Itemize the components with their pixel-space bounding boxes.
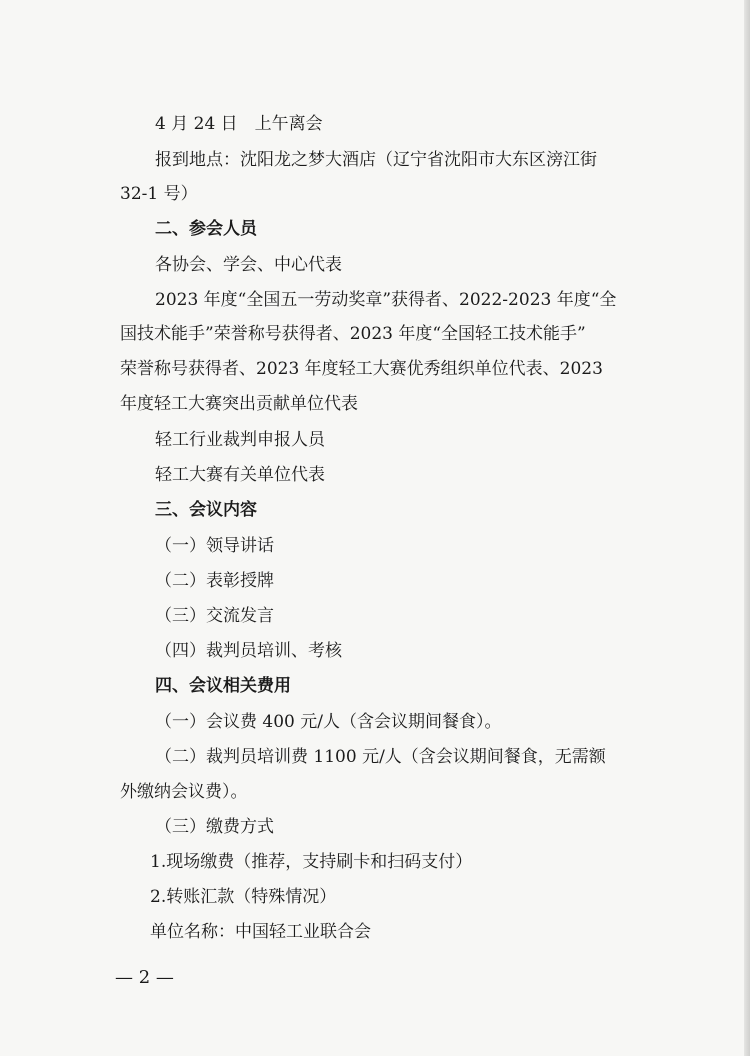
fee-payment-method: （三）缴费方式 [155,817,274,837]
venue-line-1: 报到地点：沈阳龙之梦大酒店（辽宁省沈阳市大东区滂江街 [155,150,597,170]
page-number: — 2 — [115,967,174,988]
payee-name: 单位名称：中国轻工业联合会 [150,922,371,942]
payment-option-onsite: 1.现场缴费（推荐，支持刷卡和扫码支付） [150,852,473,872]
participant-awardees-line-1: 2023 年度“全国五一劳动奖章”获得者、2022-2023 年度“全 [155,290,617,310]
scan-edge [744,0,750,1056]
section-heading-fees: 四、会议相关费用 [155,676,291,696]
participant-awardees-line-3: 荣誉称号获得者、2023 年度轻工大赛优秀组织单位代表、2023 [120,359,603,379]
payment-option-transfer: 2.转账汇款（特殊情况） [150,887,337,907]
content-item-1: （一）领导讲话 [155,536,274,556]
participant-item-referees: 轻工行业裁判申报人员 [155,430,325,450]
participant-awardees-line-2: 国技术能手”荣誉称号获得者、2023 年度“全国轻工技术能手” [120,324,586,344]
section-heading-content: 三、会议内容 [155,500,257,520]
section-heading-participants: 二、参会人员 [155,219,257,239]
content-item-4: （四）裁判员培训、考核 [155,641,342,661]
participant-item-units: 轻工大赛有关单位代表 [155,465,325,485]
content-item-3: （三）交流发言 [155,606,274,626]
venue-line-2: 32-1 号） [120,184,198,204]
fee-item-conference: （一）会议费 400 元/人（含会议期间餐食）。 [155,712,502,732]
content-item-2: （二）表彰授牌 [155,571,274,591]
participant-item-associations: 各协会、学会、中心代表 [155,255,342,275]
fee-item-referee-line-2: 外缴纳会议费）。 [120,782,248,802]
fee-item-referee-line-1: （二）裁判员培训费 1100 元/人（含会议期间餐食，无需额 [155,747,606,767]
departure-time: 4 月 24 日 上午离会 [155,114,323,134]
participant-awardees-line-4: 年度轻工大赛突出贡献单位代表 [120,394,358,414]
